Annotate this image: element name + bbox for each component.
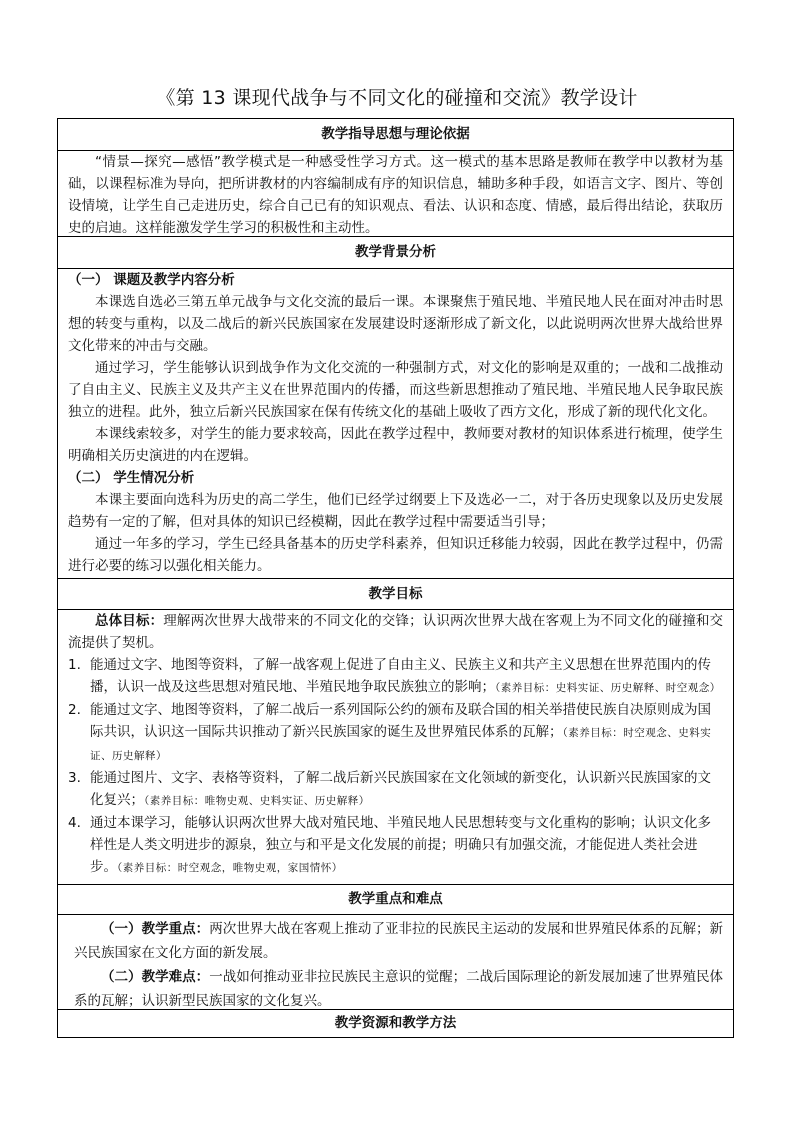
objective-literacy-note: （素养目标：唯物史观、史料实证、历史解释）: [144, 795, 370, 807]
objective-item: [60, 812, 723, 879]
teaching-focus-text: 两次世界大战在客观上推动了亚非拉的民族民主运动的发展和世界殖民体系的瓦解；新兴民族国家在文化方面的新发展。: [74, 921, 724, 961]
background-body: [58, 269, 733, 577]
objective-literacy-note: （素养目标：时空观念，唯物史观，家国情怀）: [117, 862, 343, 874]
objective-number: 4.: [68, 815, 81, 831]
table-divider: [58, 914, 733, 915]
background-paragraph-5: 通过一年多的学习，学生已经具备基本的历史学科素养，但知识迁移能力较弱，因此在教学过程中，仍需进行必要的练习以强化相关能力。: [68, 536, 723, 574]
lesson-plan-table: [57, 118, 734, 1038]
objective-number: 2.: [68, 702, 81, 718]
background-paragraph-4: 本课主要面向选科为历史的高二学生，他们已经学过纲要上下及选必一二，对于各历史现象以及历史发展趋势有一定的了解，但对具体的知识已经模糊，因此在教学过程中需要适当引导；: [68, 492, 723, 530]
objective-text: 能通过文字、地图等资料，了解一战客观上促进了自由主义、民族主义和共产主义思想在世界范围内的传播，认识一战及这些思想对殖民地、半殖民地争取民族独立的影响；: [90, 657, 711, 695]
overall-objective: [60, 610, 723, 654]
guide-paragraph: “情景—探究—感悟”教学模式是一种感受性学习方式。这一模式的基本思路是教师在教学中以教材为基础，以课程标准为导向，把所讲教材的内容编制成有序的知识信息，辅助多种手段，如语言文字、图片、等创设情境，让学生自己走进历史，综合自己已有的知识观点、看法、认识和态度、情感，最后得出结论，获取历史的启迪。这样能激发学生学习的积极性和主动性。: [68, 154, 723, 236]
objective-item: [60, 699, 723, 767]
overall-objective-text: 理解两次世界大战带来的不同文化的交锋；认识两次世界大战在客观上为不同文化的碰撞和交流提供了契机。: [68, 613, 724, 651]
teaching-difficulty-text: 一战如何推动亚非拉民族民主意识的觉醒；二战后国际理论的新发展加速了世界殖民体系的瓦解；认识新型民族国家的文化复兴。: [74, 969, 724, 1009]
teaching-difficulty: [74, 965, 723, 1013]
guide-body: [58, 151, 733, 239]
objectives-body: [58, 610, 733, 879]
section-heading-background: 教学背景分析: [355, 244, 436, 260]
objective-literacy-note: （素养目标：时空观念、史料实证、历史解释）: [90, 727, 712, 762]
teaching-focus: [74, 917, 723, 965]
teaching-focus-label: （一）教学重点：: [101, 921, 210, 937]
objective-text: 通过本课学习，能够认识两次世界大战对殖民地、半殖民地人民思想转变与文化重构的影响；认识文化多样性是人类文明进步的源泉，独立与和平是文化发展的前提；明确只有加强交流，才能促进人类社会进步。: [90, 815, 711, 875]
overall-objective-label: 总体目标：: [95, 613, 164, 629]
section-heading-keypoints: 教学重点和难点: [348, 891, 443, 907]
keypoints-body: [58, 917, 733, 1013]
section-heading-objectives: 教学目标: [368, 586, 423, 602]
objective-number: 1.: [68, 657, 81, 673]
section-heading-guide: 教学指导思想与理论依据: [321, 126, 470, 142]
objective-literacy-note: （素养目标：史料实证、历史解释、时空观念）: [495, 682, 721, 694]
background-paragraph-3: 本课线索较多，对学生的能力要求较高，因此在教学过程中，教师要对教材的知识体系进行梳理，使学生明确相关历史演进的内在逻辑。: [68, 426, 723, 464]
document-title: 《第 13 课现代战争与不同文化的碰撞和交流》教学设计: [156, 87, 638, 109]
objective-text: 能通过文字、地图等资料，了解二战后一系列国际公约的颁布及联合国的相关举措使民族自决原则成为国际共识，认识这一国际共识推动了新兴民族国家的诞生及世界殖民体系的瓦解；: [90, 702, 711, 740]
objective-item: [60, 654, 723, 699]
background-paragraph-2: 通过学习，学生能够认识到战争作为文化交流的一种强制方式，对文化的影响是双重的；一战和二战推动了自由主义、民族主义及共产主义在世界范围内的传播，而这些新思想推动了殖民地、半殖民地人民争取民族独立的进程。此外，独立后新兴民族国家在保有传统文化的基础上吸收了西方文化，形成了新的现代化文化。: [68, 360, 723, 420]
objective-number: 3.: [68, 770, 81, 786]
background-paragraph-1: 本课选自选必三第五单元战争与文化交流的最后一课。本课聚焦于殖民地、半殖民地人民在面对冲击时思想的转变与重构，以及二战后的新兴民族国家在发展建设时逐渐形成了新文化，以此说明两次世界大战给世界文化带来的冲击与交融。: [68, 294, 723, 354]
objective-item: [60, 767, 723, 812]
section-heading-resources: 教学资源和教学方法: [334, 1015, 457, 1031]
objective-text: 能通过图片、文字、表格等资料，了解二战后新兴民族国家在文化领域的新变化，认识新兴民族国家的文化复兴；: [90, 770, 711, 808]
teaching-difficulty-label: （二）教学难点：: [101, 969, 210, 985]
subheading-student-analysis: （二） 学生情况分析: [68, 470, 195, 486]
subheading-topic-analysis: （一） 课题及教学内容分析: [68, 272, 235, 288]
